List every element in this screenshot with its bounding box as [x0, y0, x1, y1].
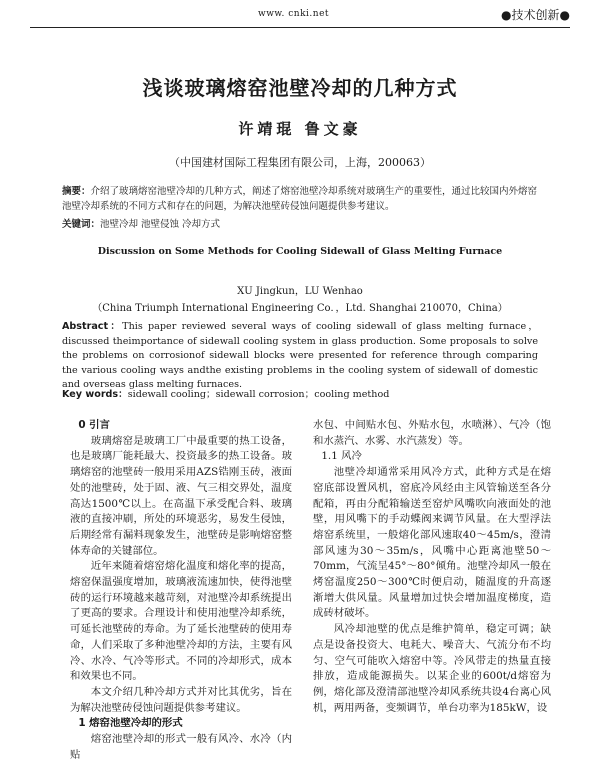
keywords-chinese-label: 关键词：	[62, 219, 101, 230]
keywords-chinese	[62, 216, 538, 230]
abstract-chinese	[62, 184, 538, 214]
keywords-chinese-text: 池壁冷却 池壁侵蚀 冷却方式	[100, 219, 221, 230]
abstract-chinese-label: 摘要：	[62, 186, 91, 197]
body-column-left	[70, 418, 292, 763]
section-heading-intro: 0 引言	[78, 419, 110, 431]
subsection-heading-air-cooling: 1.1 风冷	[321, 450, 362, 463]
header-rule	[30, 27, 570, 28]
title-english: Discussion on Some Methods for Cooling Sidewall of Glass Melting Furnace	[97, 246, 503, 257]
paragraph: 风冷却池壁的优点是维护简单，稳定可调；缺点是设备投资大、电耗大、噪音大、气流分布不均匀、空气可能吹入熔窑中等。冷风带走的热量直接排放，造成能源损失。以某企业的600t/d熔窑为例，熔化部及澄清部池壁冷却风系统共设4台离心风机，两用两备，变频调节，单台功率为185kW，设	[313, 623, 551, 714]
affiliation-english: （China Triumph International Engineering Co．，Ltd. Shanghai 210070，China）	[92, 303, 508, 314]
journal-website: www. cnki.net	[258, 9, 330, 19]
affiliation-chinese: （中国建材国际工程集团有限公司，上海，200063）	[169, 156, 431, 169]
abstract-english-label: Abstract：	[62, 321, 123, 332]
keywords-english-text: sidewall cooling；sidewall corrosion；cooling method	[127, 389, 390, 400]
abstract-english	[62, 320, 538, 393]
paragraph: 近年来随着熔窑熔化温度和熔化率的提高，熔窑保温强度增加，玻璃液流速加快，使得池壁砖的运行环境越来越苛刻，对池壁冷却系统提出了更高的要求。合理设计和使用池壁冷却系统，可延长池壁砖的寿命。为了延长池壁砖的使用寿命，人们采取了多种池壁冷却的方法，主要有风冷、水冷、气冷等形式。不同的冷却形式，成本和效果也不同。	[70, 560, 292, 683]
paragraph: 玻璃熔窑是玻璃工厂中最重要的热工设备，也是玻璃厂能耗最大、投资最多的热工设备。玻璃熔窑的池壁砖一般用采用AZS锆刚玉砖，液面处的池壁砖，处于固、液、气三相交界处，温度高达1500℃以上。在高温下承受配合料、玻璃液的直接冲刷，所处的环境恶劣，易发生侵蚀，后期经常有漏料现象发生，池壁砖是影响熔窑整体寿命的关键部位。	[70, 434, 292, 557]
abstract-english-text: This paper reviewed several ways of cooling sidewall of glass melting furnace，discussed theimportance of sidewall cooling system in glass production. Some proposals to solve the problems on corrosionof sidewall blocks were presented for reference through comparing the various cooling ways andthe existing problems in the cooling system of sidewall of domestic and overseas glass melting furnaces.	[62, 321, 538, 391]
body-column-right	[313, 418, 551, 716]
abstract-chinese-text: 介绍了玻璃熔窑池壁冷却的几种方式，阐述了熔窑池壁冷却系统对玻璃生产的重要性，通过比较国内外熔窑池壁冷却系统的不同方式和存在的问题，为解决池壁砖侵蚀问题提供参考建议。	[62, 186, 538, 212]
authors-chinese: 许靖琨 鲁文豪	[238, 120, 362, 138]
paragraph: 池壁冷却通常采用风冷方式，此种方式是在熔窑底部设置风机，窑底冷风经由主风管输送至各分配箱，再由分配箱输送至窑炉风嘴吹向液面处的池壁，用风嘴下的手动蝶阀来调节风量。在大型浮法熔窑系统里，一般熔化部风速取40～45m/s，澄清部风速为30～35m/s，风嘴中心距离池壁50～70mm，气流呈45°～80°倾角。池壁冷却风一般在烤窑温度250～300℃时便启动，随温度的升高逐渐增大供风量。风量增加过快会增加温度梯度，造成砖材破坏。	[313, 466, 551, 620]
section-heading-cooling-forms: 1 熔窑池壁冷却的形式	[78, 717, 183, 730]
keywords-english-label: Key words：	[62, 389, 128, 400]
authors-english: XU Jingkun，LU Wenhao	[237, 286, 363, 297]
paragraph-continued: 水包、中间贴水包、外贴水包，水喷淋）、气冷（饱和水蒸汽、水雾、水汽蒸发）等。	[313, 419, 551, 447]
paragraph: 熔窑池壁冷却的形式一般有风冷、水冷（内贴	[70, 733, 292, 761]
page-header	[0, 6, 600, 26]
paragraph: 本文介绍几种冷却方式并对比其优劣，旨在为解决池壁砖侵蚀问题提供参考建议。	[70, 685, 292, 714]
title-chinese: 浅谈玻璃熔窑池壁冷却的几种方式	[142, 76, 458, 100]
keywords-english	[62, 386, 538, 400]
column-label: ●技术创新●	[501, 8, 570, 22]
